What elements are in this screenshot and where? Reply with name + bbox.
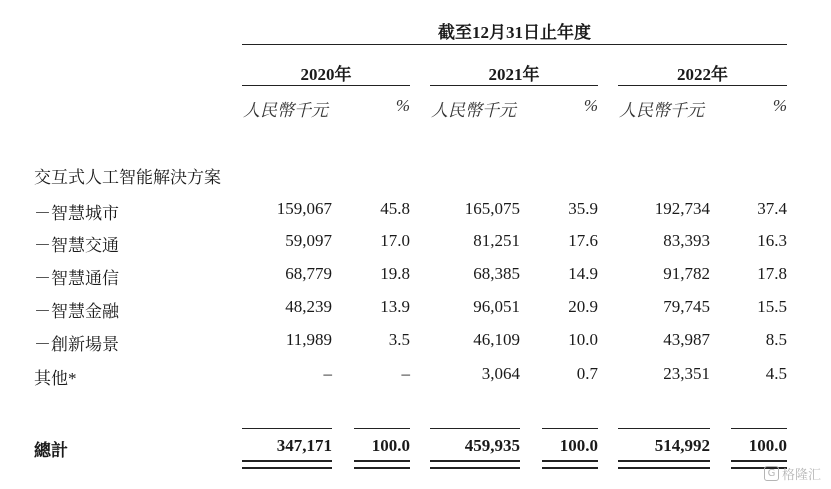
row-cell: 46,109	[473, 330, 520, 349]
year-header-2020: 2020年	[300, 65, 352, 84]
row-label: －創新場景	[34, 335, 119, 354]
row-cell: 23,351	[663, 364, 710, 383]
row-cell: 13.9	[380, 297, 410, 316]
period-header-rule	[242, 44, 787, 45]
total-cell: 514,992	[654, 436, 710, 455]
row-cell: 20.9	[568, 297, 598, 316]
total-top-rule-1	[242, 428, 332, 429]
total-top-rule-5	[618, 428, 710, 429]
row-label: －智慧通信	[34, 269, 119, 288]
row-cell: 37.4	[757, 199, 787, 218]
year-rule-2021	[430, 85, 598, 86]
row-cell: 68,779	[285, 264, 332, 283]
unit-percent-2022: %	[772, 96, 787, 115]
unit-percent-2021: %	[583, 96, 598, 115]
row-cell: 17.0	[380, 231, 410, 250]
row-cell: 8.5	[765, 330, 787, 349]
row-cell: 79,745	[663, 297, 710, 316]
row-label: －智慧交通	[34, 236, 119, 255]
row-cell: 91,782	[663, 264, 710, 283]
row-cell: 16.3	[757, 231, 787, 250]
total-double-rule-3	[430, 460, 520, 469]
unit-percent-2020: %	[395, 96, 410, 115]
unit-currency-2021: 人民幣千元	[431, 101, 516, 120]
total-label: 總計	[34, 441, 68, 460]
row-cell: 83,393	[663, 231, 710, 250]
unit-currency-2022: 人民幣千元	[619, 101, 704, 120]
row-cell: 192,734	[654, 199, 710, 218]
row-cell: 45.8	[380, 199, 410, 218]
row-cell: 15.5	[757, 297, 787, 316]
total-top-rule-6	[731, 428, 787, 429]
row-cell: 10.0	[568, 330, 598, 349]
row-cell: –	[401, 364, 410, 383]
total-top-rule-3	[430, 428, 520, 429]
row-cell: 43,987	[663, 330, 710, 349]
row-cell: 19.8	[380, 264, 410, 283]
row-cell: 48,239	[285, 297, 332, 316]
total-double-rule-5	[618, 460, 710, 469]
row-cell: 17.6	[568, 231, 598, 250]
row-cell: 0.7	[576, 364, 598, 383]
watermark-text: 格隆汇	[781, 468, 821, 483]
row-label: 其他*	[34, 369, 77, 388]
row-cell: 14.9	[568, 264, 598, 283]
row-cell: 35.9	[568, 199, 598, 218]
row-cell: 96,051	[473, 297, 520, 316]
row-label: －智慧城市	[34, 204, 119, 223]
row-cell: 17.8	[757, 264, 787, 283]
row-cell: 68,385	[473, 264, 520, 283]
row-cell: 3.5	[388, 330, 410, 349]
section-title: 交互式人工智能解決方案	[34, 168, 221, 187]
row-cell: 11,989	[285, 330, 332, 349]
total-cell: 459,935	[464, 436, 520, 455]
unit-currency-2020: 人民幣千元	[243, 101, 328, 120]
total-top-rule-4	[542, 428, 598, 429]
row-cell: 81,251	[473, 231, 520, 250]
row-cell: 59,097	[285, 231, 332, 250]
row-cell: 4.5	[765, 364, 787, 383]
total-cell: 100.0	[371, 436, 410, 455]
year-rule-2022	[618, 85, 787, 86]
total-cell: 100.0	[559, 436, 598, 455]
total-top-rule-2	[354, 428, 410, 429]
year-header-2021: 2021年	[488, 65, 540, 84]
total-double-rule-1	[242, 460, 332, 469]
watermark-logo-icon: G	[764, 466, 779, 481]
total-double-rule-4	[542, 460, 598, 469]
row-label: －智慧金融	[34, 302, 119, 321]
watermark	[764, 464, 821, 483]
total-double-rule-2	[354, 460, 410, 469]
row-cell: 3,064	[481, 364, 520, 383]
year-header-2022: 2022年	[677, 65, 728, 84]
row-cell: 165,075	[464, 199, 520, 218]
row-cell: –	[323, 364, 332, 383]
total-cell: 100.0	[748, 436, 787, 455]
row-cell: 159,067	[276, 199, 332, 218]
period-header: 截至12月31日止年度	[438, 23, 591, 42]
total-cell: 347,171	[276, 436, 332, 455]
year-rule-2020	[242, 85, 410, 86]
